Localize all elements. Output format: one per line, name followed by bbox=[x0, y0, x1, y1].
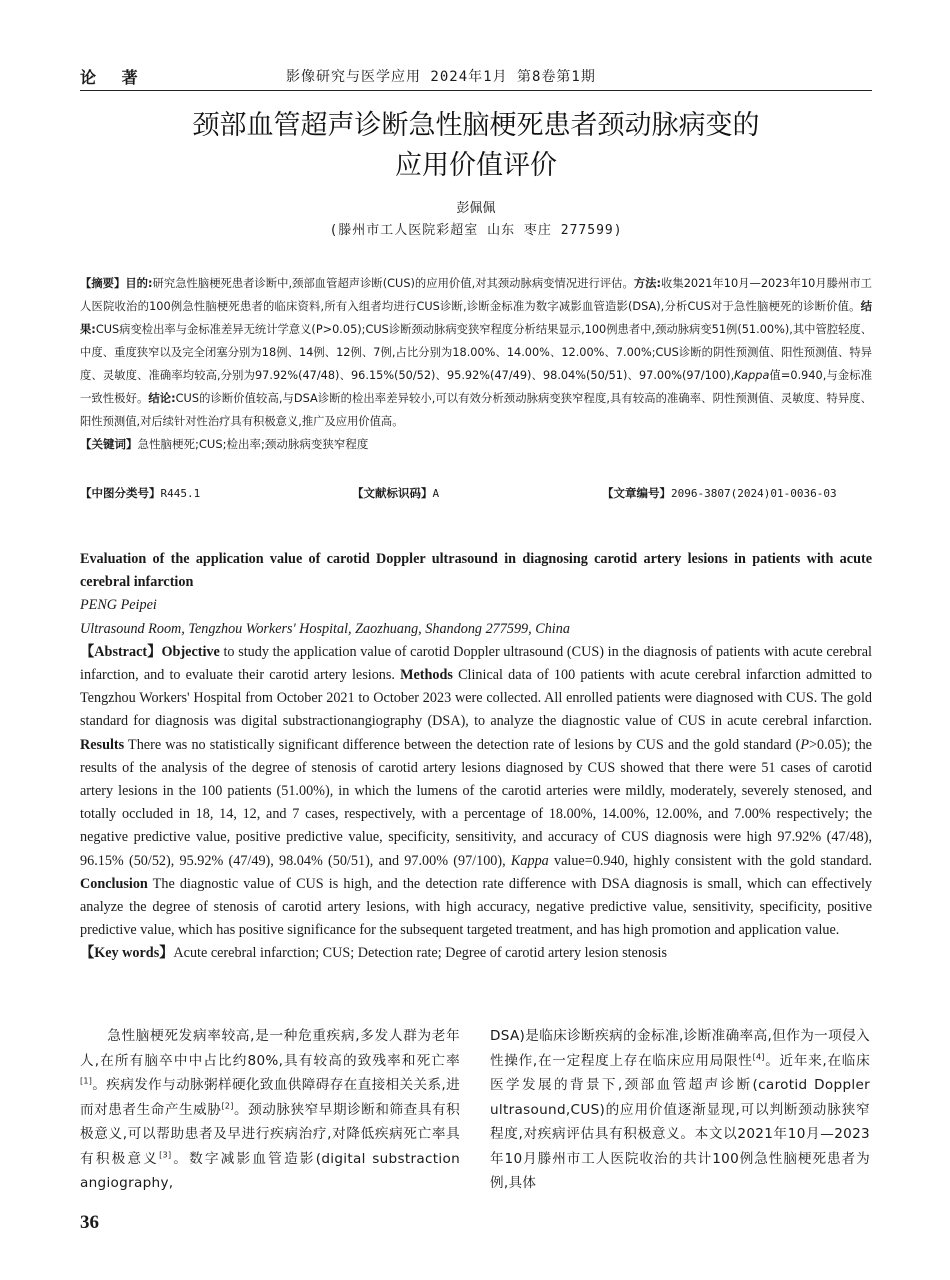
chinese-abstract bbox=[80, 272, 872, 456]
citation-1[interactable]: [1] bbox=[80, 1076, 93, 1086]
cn-methods-text: 收集2021年10月—2023年10月滕州市工人医院收治的100例急性脑梗死患者的临床资料,所有入组者均进行CUS诊断,诊断金标准为数字减影血管造影(DSA),分析CUS对于急性脑梗死的诊断价值。 bbox=[80, 277, 872, 313]
body-right-column bbox=[490, 1024, 870, 1196]
en-objective-text: to study the application value of carotid Doppler ultrasound (CUS) in the diagnosis of patients with acute cerebral infarction, and to evaluate their carotid artery lesions. bbox=[80, 643, 872, 684]
en-abstract-label: 【Abstract】 bbox=[80, 643, 162, 660]
cn-objective-label: 目的: bbox=[125, 277, 153, 290]
cn-results-text: CUS病变检出率与金标准差异无统计学意义(P>0.05);CUS诊断颈动脉病变狭窄程度分析结果显示,100例患者中,颈动脉病变51例(51.00%),其中管腔轻度、中度、重度狭窄以及完全闭塞分别为18例、14例、12例、7例,占比分别为18.00%、14.00%、12.00%、7.00%;CUS诊断的阴性预测值、阳性预测值、特异度、灵敏度、准确率均较高,分别为97.92%(47/48)、96.15%(50/52)、95.92%(47/49)、98.04%(50/51)、97.00%(97/100), bbox=[80, 323, 872, 382]
en-methods-label: Methods bbox=[400, 667, 453, 684]
cn-results-label: 结果: bbox=[80, 300, 872, 336]
body-right-text-b: 。近年来,在临床医学发展的背景下,颈部血管超声诊断(carotid Doppler ultrasound,CUS)的应用价值逐渐显现,可以判断颈动脉狭窄程度,对疾病评估具有积极意义。本文以2021年10月—2023年10月滕州市工人医院收治的共计100例急性脑梗死患者为例,具体 bbox=[490, 1052, 870, 1191]
article-number-label: 【文章编号】 bbox=[602, 486, 671, 500]
english-abstract bbox=[80, 548, 872, 966]
body-left-text-d: 。数字减影血管造影(digital substraction angiography, bbox=[80, 1150, 461, 1191]
en-objective-label: Objective bbox=[161, 643, 220, 660]
running-header bbox=[80, 64, 872, 91]
en-author: PENG Peipei bbox=[80, 597, 157, 614]
en-results-text-c: value=0.940, highly consistent with the gold standard. bbox=[548, 852, 872, 869]
section-label: 论 著 bbox=[80, 68, 148, 87]
class-number bbox=[80, 485, 200, 501]
article-number bbox=[602, 485, 837, 501]
en-title: Evaluation of the application value of carotid Doppler ultrasound in diagnosing carotid artery lesions in patients with acute cerebral infarction bbox=[80, 551, 872, 591]
cn-abstract-body bbox=[80, 272, 872, 433]
title-line-1: 颈部血管超声诊断急性脑梗死患者颈动脉病变的 bbox=[192, 110, 760, 141]
author-name: 彭佩佩 bbox=[456, 201, 496, 216]
en-abstract-body bbox=[80, 641, 872, 943]
class-number-label: 【中图分类号】 bbox=[80, 486, 161, 500]
cn-conclusion-label: 结论: bbox=[148, 392, 176, 405]
en-keywords-label: 【Key words】 bbox=[80, 945, 174, 962]
en-conclusion-label: Conclusion bbox=[80, 875, 148, 892]
en-methods-text: Clinical data of 100 patients with acute cerebral infarction admitted to Tengzhou Workers' Hospital from October 2021 to October 2023 were collected. All enrolled patients were diagnosed with CUS. The gold standard for diagnosis was digital substractionangiography (DSA), to analyze the diagnostic value of CUS in acute cerebral infarction. bbox=[80, 667, 872, 730]
citation-2[interactable]: [2] bbox=[221, 1100, 234, 1110]
cn-abstract-label: 【摘要】 bbox=[80, 277, 126, 290]
class-number-value: R445.1 bbox=[160, 487, 201, 500]
page-number: 36 bbox=[80, 1212, 99, 1233]
article-number-value: 2096-3807(2024)01-0036-03 bbox=[671, 487, 837, 500]
cn-keywords-label: 【关键词】 bbox=[80, 437, 138, 451]
cn-objective-text: 研究急性脑梗死患者诊断中,颈部血管超声诊断(CUS)的应用价值,对其颈动脉病变情况进行评估。 bbox=[152, 277, 634, 290]
en-keywords-text: Acute cerebral infarction; CUS; Detection rate; Degree of carotid artery lesion stenosis bbox=[173, 945, 668, 962]
body-left-text-b: 。疾病发作与动脉粥样硬化致血供障碍存在直接相关关系,进而对患者生命产生威胁 bbox=[80, 1077, 460, 1118]
classification-row bbox=[80, 485, 872, 505]
citation-3[interactable]: [3] bbox=[159, 1149, 172, 1159]
en-affiliation: Ultrasound Room, Tengzhou Workers' Hospital, Zaozhuang, Shandong 277599, China bbox=[80, 620, 570, 637]
en-p-italic: P bbox=[800, 736, 810, 753]
doc-code-label: 【文献标识码】 bbox=[352, 486, 433, 500]
en-results-text-a: There was no statistically significant difference between the detection rate of lesions by CUS and the gold standard ( bbox=[124, 736, 801, 753]
cn-kappa-rest: 值=0.940,与金标准一致性极好。 bbox=[80, 369, 872, 405]
en-conclusion-text: The diagnostic value of CUS is high, and the detection rate difference with DSA diagnosis is small, which can effectively analyze the degree of stenosis of carotid artery lesions, with high accuracy, negative predictive value, sensitivity, specificity, positive predictive value, which has positive significance for the subsequent targeted treatment, and has high promotion and application value. bbox=[80, 875, 872, 939]
cn-kappa-word: Kappa bbox=[734, 369, 770, 382]
body-right-text-a: DSA)是临床诊断疾病的金标准,诊断准确率高,但作为一项侵入性操作,在一定程度上存在临床应用局限性 bbox=[490, 1028, 870, 1069]
cn-keywords-text: 急性脑梗死;CUS;检出率;颈动脉病变狭窄程度 bbox=[137, 437, 369, 451]
cn-keywords bbox=[80, 433, 872, 456]
body-left-text-c: 。颈动脉狭窄早期诊断和筛查具有积极意义,可以帮助患者及早进行疾病治疗,对降低疾病死亡率具有积极意义 bbox=[80, 1101, 460, 1167]
title-line-2: 应用价值评价 bbox=[395, 150, 557, 181]
en-kappa-italic: Kappa bbox=[510, 852, 549, 869]
doc-code-value: A bbox=[432, 487, 440, 500]
en-results-label: Results bbox=[80, 736, 125, 753]
body-left-text-a: 急性脑梗死发病率较高,是一种危重疾病,多发人群为老年人,在所有脑卒中中占比约80%,具有较高的致残率和死亡率 bbox=[80, 1028, 460, 1069]
article-title bbox=[80, 106, 872, 186]
body-left-column bbox=[80, 1024, 460, 1196]
cn-conclusion-text: CUS的诊断价值较高,与DSA诊断的检出率差异较小,可以有效分析颈动脉病变狭窄程度,具有较高的准确率、阴性预测值、灵敏度、特异度、阳性预测值,对后续针对性治疗具有积极意义,推广及应用价值高。 bbox=[80, 392, 872, 428]
author-affiliation: (滕州市工人医院彩超室 山东 枣庄 277599) bbox=[329, 223, 623, 238]
doc-code bbox=[352, 485, 439, 501]
cn-methods-label: 方法: bbox=[633, 277, 661, 290]
journal-info: 影像研究与医学应用 2024年1月 第8卷第1期 bbox=[286, 69, 596, 85]
en-keywords bbox=[80, 942, 872, 965]
en-results-text-b: >0.05); the results of the analysis of the degree of stenosis of carotid artery lesions diagnosed by CUS showed that there were 51 cases of carotid artery lesions in the 100 patients (51.00%), in which the lumens of the carotid arteries were mildly, moderately, severely stenosed, and totally occluded in 18, 14, 12, and 7 cases, respectively, with a percentage of 18.00%, 14.00%, 12.00%, and 7.00% respectively; the negative predictive value, positive predictive value, specificity, sensitivity, and accuracy of CUS diagnosis were high 97.92% (47/48), 96.15% (50/52), 95.92% (47/49), 98.04% (50/51), and 97.00% (97/100), bbox=[80, 736, 872, 869]
citation-4[interactable]: [4] bbox=[752, 1051, 765, 1061]
